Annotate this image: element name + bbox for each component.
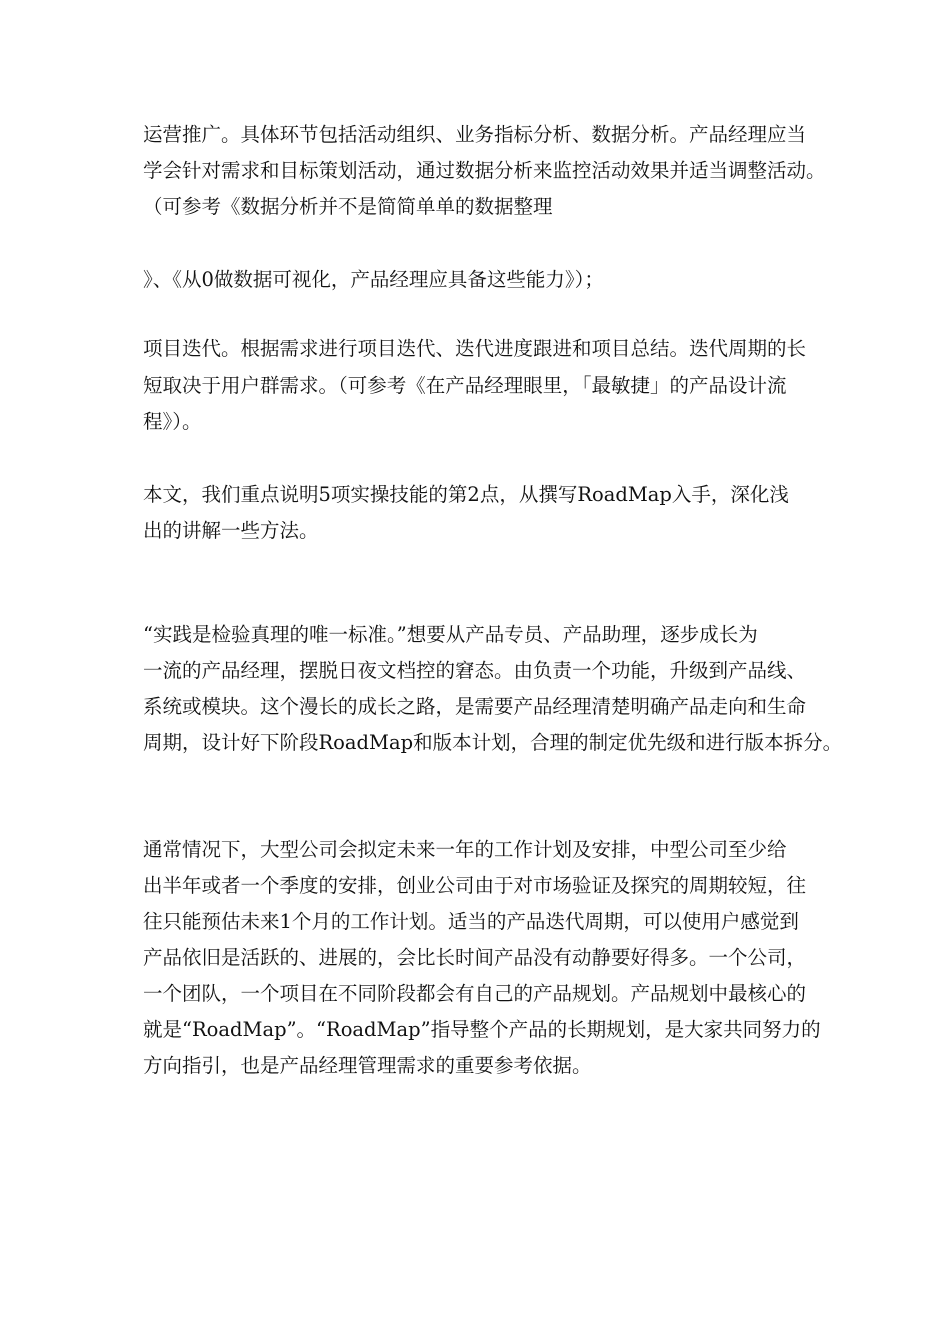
text-line: 短取决于用户群需求。（可参考《在产品经理眼里，「最敏捷」的产品设计流	[143, 374, 787, 397]
text-line: 学会针对需求和目标策划活动，通过数据分析来监控活动效果并适当调整活动。	[143, 159, 826, 182]
text-line: 就是“RoadMap”。“RoadMap”指导整个产品的长期规划，是大家共同努力的	[143, 1018, 821, 1041]
text-line: 产品依旧是活跃的、进展的，会比长时间产品没有动静要好得多。一个公司，	[143, 946, 807, 969]
text-line: 往只能预估未来1个月的工作计划。适当的产品迭代周期，可以使用户感觉到	[143, 910, 799, 933]
text-line: 运营推广。具体环节包括活动组织、业务指标分析、数据分析。产品经理应当	[143, 123, 807, 146]
text-line: 出半年或者一个季度的安排，创业公司由于对市场验证及探究的周期较短，往	[143, 874, 807, 897]
text-line: 一流的产品经理，摆脱日夜文档控的窘态。由负责一个功能，升级到产品线、	[143, 659, 807, 682]
text-line: 系统或模块。这个漫长的成长之路，是需要产品经理清楚明确产品走向和生命	[143, 695, 807, 718]
text-line: 方向指引，也是产品经理管理需求的重要参考依据。	[143, 1054, 592, 1077]
text-line: 项目迭代。根据需求进行项目迭代、迭代进度跟进和项目总结。迭代周期的长	[143, 337, 807, 360]
text-line: “实践是检验真理的唯一标准。”想要从产品专员、产品助理，逐步成长为	[143, 623, 758, 646]
text-line: 一个团队，一个项目在不同阶段都会有自己的产品规划。产品规划中最核心的	[143, 982, 807, 1005]
text-line: 周期，设计好下阶段RoadMap和版本计划，合理的制定优先级和进行版本拆分。	[143, 731, 843, 754]
text-line: 出的讲解一些方法。	[143, 519, 319, 542]
text-line: 程》）。	[143, 410, 202, 433]
text-line: 通常情况下，大型公司会拟定未来一年的工作计划及安排，中型公司至少给	[143, 838, 787, 861]
text-line: 本文，我们重点说明5项实操技能的第2点，从撰写RoadMap入手，深化浅	[143, 483, 789, 506]
text-line: 》、《从0做数据可视化，产品经理应具备这些能力》）；	[143, 268, 604, 291]
text-line: （可参考《数据分析并不是简简单单的数据整理	[143, 195, 553, 218]
